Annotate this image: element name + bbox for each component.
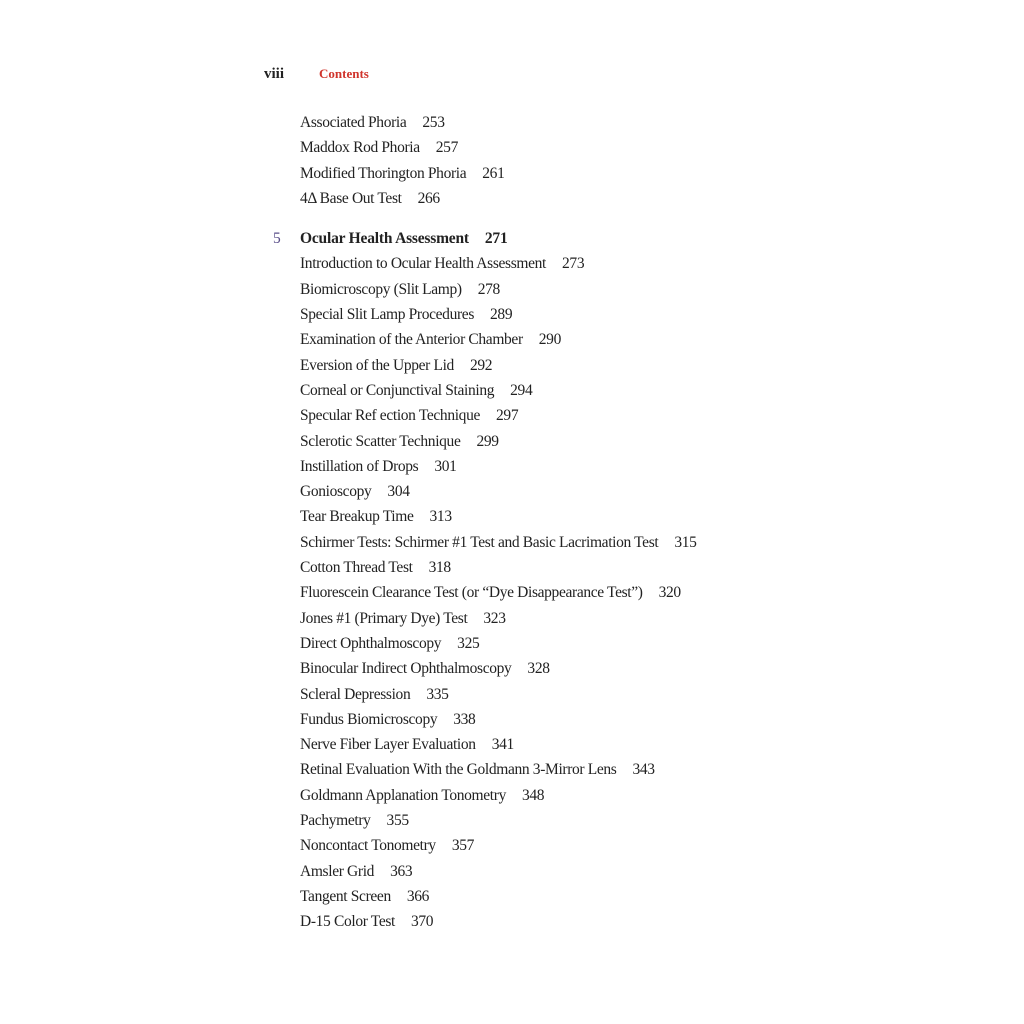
toc-entry[interactable]: [300, 884, 860, 909]
toc-entry-page: 370: [411, 913, 434, 931]
toc-entry-title: Modified Thorington Phoria: [300, 164, 467, 182]
toc-entry-title: 4Δ Base Out Test: [300, 189, 402, 207]
toc-entry[interactable]: [300, 783, 860, 808]
chapter-number: 5: [273, 230, 281, 248]
page-header: [264, 66, 369, 86]
toc-entry-title: Pachymetry: [300, 812, 371, 830]
toc-entry-title: Scleral Depression: [300, 685, 411, 703]
toc-entry[interactable]: [300, 682, 860, 707]
toc-entry-page: 318: [428, 559, 451, 577]
toc-entry-title: Specular Ref ection Technique: [300, 407, 481, 425]
toc-entry-title: Biomicroscopy (Slit Lamp): [300, 280, 462, 298]
table-of-contents: [273, 110, 860, 935]
toc-entry-title: Retinal Evaluation With the Goldmann 3-Mirror Lens: [300, 761, 617, 779]
toc-entry-title: Noncontact Tonometry: [300, 837, 436, 855]
toc-entry-title: Gonioscopy: [300, 483, 372, 501]
toc-entry[interactable]: [300, 656, 860, 681]
toc-entry-page: 363: [390, 862, 413, 880]
toc-entry-page: 294: [510, 381, 533, 399]
chapter-heading[interactable]: [273, 226, 860, 251]
toc-entry-page: 299: [476, 432, 499, 450]
toc-entry-page: 341: [491, 736, 514, 754]
toc-entry[interactable]: [300, 757, 860, 782]
toc-entry[interactable]: [300, 909, 860, 934]
toc-entry-title: Eversion of the Upper Lid: [300, 356, 454, 374]
toc-entry[interactable]: [300, 327, 860, 352]
toc-entry-page: 266: [417, 189, 440, 207]
toc-entry-title: Binocular Indirect Ophthalmoscopy: [300, 660, 512, 678]
toc-entry[interactable]: [300, 277, 860, 302]
toc-entry-title: Instillation of Drops: [300, 457, 419, 475]
toc-entry-title: Associated Phoria: [300, 114, 407, 131]
toc-entry-title: Goldmann Applanation Tonometry: [300, 786, 506, 804]
toc-entry-title: Fundus Biomicroscopy: [300, 710, 438, 728]
toc-entry[interactable]: [300, 403, 860, 428]
toc-section-chapter: [300, 251, 860, 934]
toc-entry-page: 348: [521, 786, 545, 804]
toc-entry[interactable]: [300, 186, 860, 211]
toc-entry[interactable]: [300, 251, 860, 276]
toc-entry[interactable]: [300, 429, 860, 454]
page-number: viii: [264, 66, 285, 82]
toc-entry-page: 320: [658, 584, 681, 602]
toc-entry[interactable]: [300, 454, 860, 479]
toc-entry-title: D-15 Color Test: [300, 913, 395, 931]
toc-entry[interactable]: [300, 110, 860, 135]
toc-entry[interactable]: [300, 302, 860, 327]
toc-entry[interactable]: [300, 606, 860, 631]
toc-entry-page: 366: [406, 887, 430, 905]
toc-entry-page: 323: [483, 609, 506, 627]
toc-entry-title: Examination of the Anterior Chamber: [300, 331, 523, 349]
toc-entry-title: Direct Ophthalmoscopy: [300, 634, 442, 652]
toc-entry-page: 338: [453, 710, 476, 728]
toc-entry-title: Tear Breakup Time: [300, 508, 414, 526]
toc-entry-page: 292: [469, 356, 493, 374]
toc-entry[interactable]: [300, 479, 860, 504]
toc-entry-page: 297: [496, 407, 519, 425]
toc-entry-page: 313: [429, 508, 452, 526]
toc-entry-page: 325: [457, 634, 480, 652]
toc-entry[interactable]: [300, 859, 860, 884]
toc-entry-page: 328: [527, 660, 550, 678]
toc-section-previous: [300, 110, 860, 211]
toc-entry-title: Amsler Grid: [300, 862, 375, 880]
toc-entry[interactable]: [300, 161, 860, 186]
toc-entry[interactable]: [300, 555, 860, 580]
toc-entry-page: 253: [422, 114, 445, 131]
toc-entry-page: 301: [434, 457, 457, 475]
toc-entry-title: Sclerotic Scatter Technique: [300, 432, 461, 450]
toc-entry-title: Corneal or Conjunctival Staining: [300, 381, 495, 399]
toc-entry-title: Nerve Fiber Layer Evaluation: [300, 736, 476, 754]
toc-entry-page: 278: [477, 280, 500, 298]
toc-entry-title: Jones #1 (Primary Dye) Test: [300, 609, 468, 627]
toc-entry[interactable]: [300, 580, 860, 605]
toc-entry-title: Tangent Screen: [300, 887, 391, 905]
chapter-page: 271: [484, 230, 508, 248]
toc-entry[interactable]: [300, 631, 860, 656]
toc-entry-page: 335: [426, 685, 449, 703]
toc-entry-page: 355: [386, 812, 409, 830]
toc-entry-title: Maddox Rod Phoria: [300, 139, 420, 157]
toc-entry-page: 343: [632, 761, 655, 779]
toc-entry-page: 315: [674, 533, 697, 551]
toc-entry[interactable]: [300, 808, 860, 833]
toc-entry-page: 289: [490, 306, 513, 324]
toc-entry[interactable]: [300, 732, 860, 757]
toc-entry-page: 357: [451, 837, 475, 855]
toc-entry[interactable]: [300, 833, 860, 858]
toc-entry[interactable]: [300, 135, 860, 160]
toc-entry-title: Introduction to Ocular Health Assessment: [300, 255, 547, 273]
chapter-title: Ocular Health Assessment: [300, 230, 469, 248]
toc-entry[interactable]: [300, 378, 860, 403]
toc-entry-title: Schirmer Tests: Schirmer #1 Test and Basic Lacrimation Test: [300, 533, 659, 551]
running-head: Contents: [319, 66, 369, 81]
toc-entry-title: Cotton Thread Test: [300, 559, 413, 577]
toc-entry[interactable]: [300, 353, 860, 378]
toc-entry-title: Fluorescein Clearance Test (or “Dye Disappearance Test”): [300, 584, 643, 602]
toc-entry-page: 257: [435, 139, 458, 157]
toc-entry-page: 273: [562, 255, 585, 273]
toc-entry-page: 304: [387, 483, 410, 501]
toc-entry-title: Special Slit Lamp Procedures: [300, 306, 475, 324]
toc-entry-page: 290: [538, 331, 561, 349]
toc-entry-page: 261: [482, 164, 505, 182]
toc-entry[interactable]: [300, 707, 860, 732]
toc-entry[interactable]: [300, 504, 860, 529]
toc-entry[interactable]: [300, 530, 860, 555]
